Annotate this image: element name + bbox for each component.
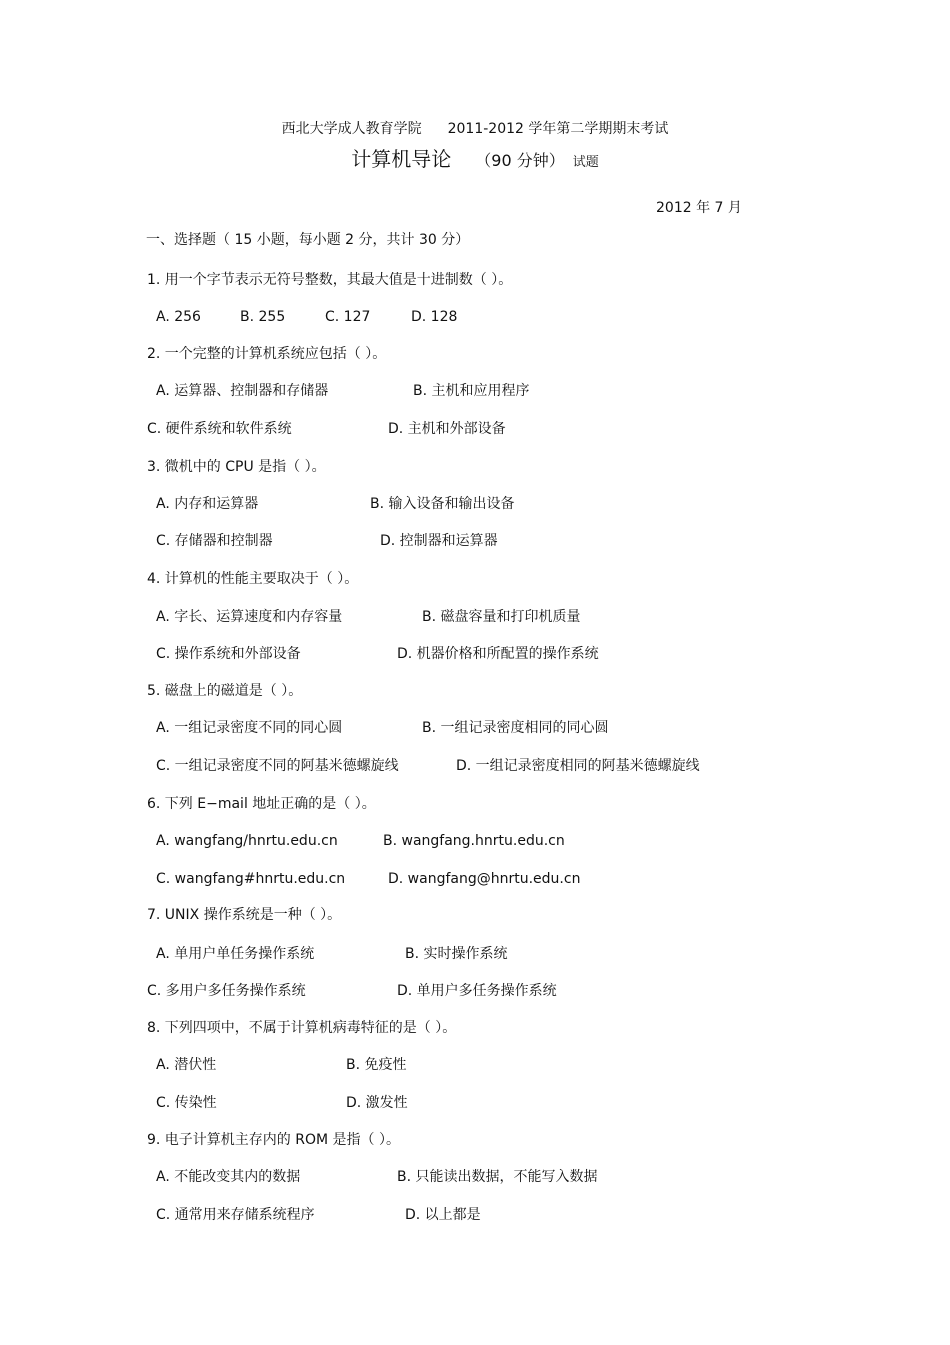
q2-option-b: B. 主机和应用程序 [413,383,530,399]
question-2-stem: 2. 一个完整的计算机系统应包括（ ）。 [147,346,387,362]
q8-option-d: D. 激发性 [346,1095,408,1111]
question-6-stem: 6. 下列 E−mail 地址正确的是（ ）。 [147,796,376,812]
q2-option-d: D. 主机和外部设备 [388,421,506,437]
exam-term: 2011-2012 学年第二学期期末考试 [447,121,669,137]
q1-option-a: A. 256 [156,309,201,325]
q1-option-b: B. 255 [240,309,286,325]
question-9-stem: 9. 电子计算机主存内的 ROM 是指（ ）。 [147,1132,400,1148]
course-title: 计算机导论 [351,147,452,171]
q7-option-d: D. 单用户多任务操作系统 [397,983,557,999]
exam-title [0,147,950,172]
q7-option-a: A. 单用户单任务操作系统 [156,946,315,962]
q7-option-b: B. 实时操作系统 [405,946,508,962]
question-8-stem: 8. 下列四项中，不属于计算机病毒特征的是（ ）。 [147,1020,457,1036]
q6-option-d: D. wangfang@hnrtu.edu.cn [388,871,581,887]
question-3-stem: 3. 微机中的 CPU 是指（ ）。 [147,459,326,475]
q4-option-d: D. 机器价格和所配置的操作系统 [397,646,599,662]
q9-option-d: D. 以上都是 [405,1207,481,1223]
q4-option-b: B. 磁盘容量和打印机质量 [422,609,581,625]
q4-option-c: C. 操作系统和外部设备 [156,646,301,662]
school-name: 西北大学成人教育学院 [281,121,422,137]
q6-option-c: C. wangfang#hnrtu.edu.cn [156,871,346,887]
question-4-stem: 4. 计算机的性能主要取决于（ ）。 [147,571,359,587]
q5-option-d: D. 一组记录密度相同的阿基米德螺旋线 [456,758,700,774]
q3-option-b: B. 输入设备和输出设备 [370,496,515,512]
title-suffix: 试题 [572,155,599,170]
question-5-stem: 5. 磁盘上的磁道是（ ）。 [147,683,303,699]
q2-option-c: C. 硬件系统和软件系统 [147,421,292,437]
q9-option-b: B. 只能读出数据，不能写入数据 [397,1169,598,1185]
q5-option-c: C. 一组记录密度不同的阿基米德螺旋线 [156,758,399,774]
q9-option-c: C. 通常用来存储系统程序 [156,1207,315,1223]
q1-option-c: C. 127 [325,309,371,325]
q4-option-a: A. 字长、运算速度和内存容量 [156,609,343,625]
q3-option-a: A. 内存和运算器 [156,496,259,512]
q6-option-a: A. wangfang/hnrtu.edu.cn [156,833,338,849]
q8-option-b: B. 免疫性 [346,1057,407,1073]
q5-option-b: B. 一组记录密度相同的同心圆 [422,720,609,736]
q7-option-c: C. 多用户多任务操作系统 [147,983,306,999]
q3-option-d: D. 控制器和运算器 [380,533,498,549]
q5-option-a: A. 一组记录密度不同的同心圆 [156,720,343,736]
q1-option-d: D. 128 [411,309,458,325]
question-7-stem: 7. UNIX 操作系统是一种（ ）。 [147,907,342,923]
q3-option-c: C. 存储器和控制器 [156,533,273,549]
q6-option-b: B. wangfang.hnrtu.edu.cn [383,833,565,849]
question-1-stem: 1. 用一个字节表示无符号整数，其最大值是十进制数（ ）。 [147,272,513,288]
exam-duration: （90 分钟） [475,151,565,170]
q9-option-a: A. 不能改变其内的数据 [156,1169,301,1185]
exam-header [0,120,950,138]
section-heading: 一、选择题（ 15 小题，每小题 2 分，共计 30 分） [146,232,470,248]
q8-option-c: C. 传染性 [156,1095,217,1111]
q8-option-a: A. 潜伏性 [156,1057,217,1073]
exam-date: 2012 年 7 月 [656,200,742,216]
q2-option-a: A. 运算器、控制器和存储器 [156,383,329,399]
